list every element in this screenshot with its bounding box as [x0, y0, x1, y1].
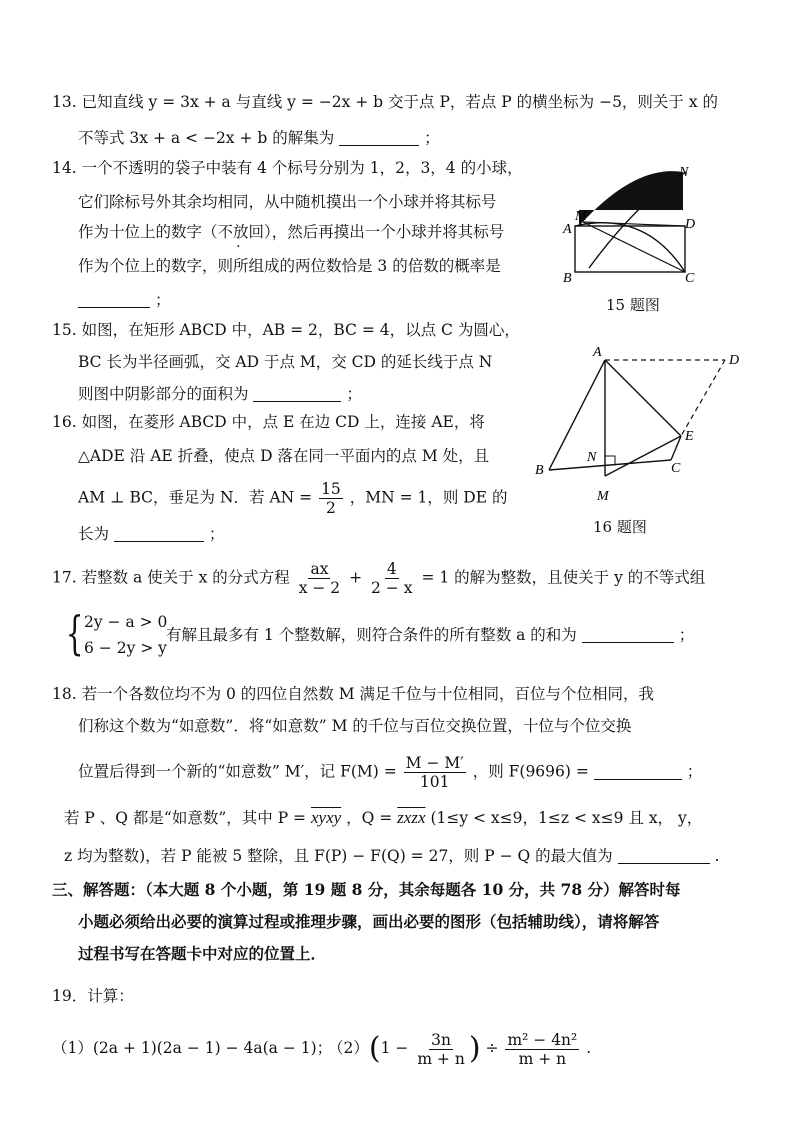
segment-ae — [605, 360, 681, 436]
q14-emphasis: 不放回 — [217, 223, 265, 241]
fraction-denominator: 2 − x — [371, 579, 413, 597]
section-3-line1: 三、解答题：（本大题 8 个小题，第 19 题 8 分，其余每题各 10 分，共 78 分）解答时每 — [52, 880, 681, 899]
q18-line4 — [64, 808, 702, 828]
q19-part2-end: . — [586, 1039, 592, 1057]
q15-text: 则图中阴影部分的面积为 — [78, 385, 249, 403]
label-m: M — [575, 209, 587, 224]
answer-blank — [78, 291, 150, 308]
fraction-numerator: m² − 4n² — [507, 1030, 578, 1049]
label-m: M — [597, 489, 609, 504]
q18-tail: . — [714, 847, 720, 865]
fraction-denominator: m + n — [518, 1049, 567, 1068]
q17-line1 — [52, 560, 705, 597]
overlined-number-q: zxzx — [397, 808, 426, 827]
q18-text-b: ，则 F(9696) = — [472, 762, 589, 781]
q18-line5 — [64, 846, 719, 866]
q19-part1: （1）(2a + 1)(2a − 1) − 4a(a − 1)； — [52, 1039, 333, 1057]
paren-close: ) — [468, 1031, 481, 1066]
fraction-2 — [369, 560, 414, 597]
q13-line2 — [78, 128, 440, 148]
divide-sign: ÷ — [485, 1039, 499, 1057]
fraction-1 — [297, 560, 342, 597]
label-c: C — [685, 271, 695, 286]
section-3-line3: 过程书写在答题卡中对应的位置上． — [78, 944, 327, 963]
q16-line2: △ADE 沿 AE 折叠，使点 D 落在同一平面内的点 M 处，且 — [78, 447, 490, 465]
q14-line2: 它们除标号外其余均相同，从中随机摸出一个小球并将其标号 — [78, 193, 497, 211]
label-d: D — [685, 217, 696, 232]
segment-mc — [583, 222, 685, 272]
q13-line1: 13. 已知直线 y = 3x + a 与直线 y = −2x + b 交于点 P，若点 P 的横坐标为 −5，则关于 x 的 — [52, 93, 719, 111]
fraction-numerator: 15 — [321, 480, 341, 498]
q18-line1: 18. 若一个各数位均不为 0 的四位自然数 M 满足千位与十位相同，百位与个位相同，我 — [52, 685, 655, 703]
answer-blank — [582, 626, 674, 643]
q16-line4 — [78, 524, 224, 544]
answer-blank — [594, 763, 682, 780]
q16-line3 — [78, 480, 507, 517]
system-line-1: 2y − a > 0 — [84, 613, 168, 631]
segment-ab — [549, 360, 605, 470]
fraction-numerator: 3n — [431, 1030, 451, 1049]
segment-bc — [549, 460, 671, 470]
answer-blank — [253, 385, 341, 402]
q19-title: 19．计算： — [52, 987, 134, 1005]
q15-line1: 15. 如图，在矩形 ABCD 中，AB = 2，BC = 4，以点 C 为圆心， — [52, 321, 520, 339]
label-d: D — [729, 353, 740, 368]
q17-line2 — [166, 625, 694, 645]
fraction — [404, 754, 466, 791]
q17-text: 有解且最多有 1 个整数解，则符合条件的所有整数 a 的和为 — [166, 626, 577, 644]
q14-line1: 14. 一个不透明的袋子中装有 4 个标号分别为 1，2，3，4 的小球， — [52, 159, 523, 177]
q18-text-c: (1≤y < x≤9，1≤z < x≤9 且 x， y， — [430, 809, 703, 827]
q17-tail: ； — [678, 626, 695, 644]
fraction-denominator: m + n — [417, 1049, 465, 1068]
label-e: E — [685, 429, 694, 444]
label-a: A — [593, 345, 602, 360]
q18-line3 — [78, 754, 702, 791]
q18-tail: ； — [686, 762, 703, 781]
paren-open: ( — [368, 1031, 381, 1066]
fraction-numerator: ax — [310, 560, 329, 578]
label-b: B — [563, 271, 572, 286]
fraction — [319, 480, 343, 517]
figure-16 — [525, 344, 755, 514]
right-angle-mark — [605, 456, 615, 465]
q14-tail: ； — [154, 291, 171, 309]
label-n: N — [679, 165, 689, 180]
label-a: A — [563, 222, 572, 237]
q14-line4: 作为个位上的数字，则所组成的两位数恰是 3 的倍数的概率是 — [78, 257, 501, 275]
q18-text: z 均为整数)，若 P 能被 5 整除，且 F(P) − F(Q) = 27，则 P − Q 的最大值为 — [64, 847, 613, 865]
q16-text-a: AM ⊥ BC，垂足为 N．若 AN = — [78, 488, 313, 507]
q16-line1: 16. 如图，在菱形 ABCD 中，点 E 在边 CD 上，连接 AE，将 — [52, 413, 485, 431]
label-c: C — [671, 461, 681, 476]
q17-text-a: 17. 若整数 a 使关于 x 的分式方程 — [52, 568, 290, 587]
q18-text-b: ，Q = — [346, 809, 393, 827]
label-b: B — [535, 463, 544, 478]
answer-blank — [114, 525, 204, 542]
segment-ce — [671, 436, 681, 460]
q14-text-a: 作为十位上的数字（ — [78, 223, 218, 241]
q17-text-b: = 1 的解为整数，且使关于 y 的不等式组 — [421, 568, 706, 587]
segment-de — [681, 360, 725, 436]
q16-tail: ； — [208, 525, 225, 543]
overlined-number-p: xyxy — [310, 808, 342, 827]
fraction-numerator: M − M′ — [405, 754, 464, 772]
fraction-denominator: x − 2 — [298, 579, 341, 597]
plus-sign: + — [349, 568, 363, 587]
q16-text: 长为 — [78, 525, 110, 543]
system-brace: { — [65, 606, 84, 660]
system-line-2: 6 − 2y > y — [84, 639, 167, 657]
q19-part2-label: （2） — [328, 1039, 369, 1057]
fraction-denominator: 2 — [325, 499, 336, 517]
q18-text-a: 位置后得到一个新的“如意数” M′，记 F(M) = — [78, 762, 397, 781]
answer-blank — [618, 847, 710, 864]
figure-16-caption: 16 题图 — [593, 518, 647, 536]
q15-line2: BC 长为半径画弧，交 AD 于点 M，交 CD 的延长线于点 N — [78, 353, 493, 371]
q15-tail: ； — [346, 385, 362, 403]
q14-line3 — [78, 222, 504, 242]
q18-text-a: 若 P 、Q 都是“如意数”，其中 P = — [64, 809, 307, 827]
fraction-1 — [415, 1031, 467, 1068]
figure-15-caption: 15 题图 — [606, 296, 660, 314]
q15-line3 — [78, 384, 362, 404]
fraction-denominator: 101 — [419, 773, 450, 791]
q19-part2-one: 1 − — [380, 1039, 409, 1057]
q19-part2 — [328, 1028, 591, 1068]
segment-me — [605, 436, 681, 476]
fraction-numerator: 4 — [386, 560, 397, 578]
answer-blank — [339, 129, 419, 146]
q14-text-c: ），然后再摸出一个小球并将其标号 — [264, 223, 505, 241]
label-n: N — [587, 450, 597, 465]
q13-text: 不等式 3x + a < −2x + b 的解集为 — [78, 129, 335, 147]
q18-line2: 们称这个数为“如意数”．将“如意数” M 的千位与百位交换位置，十位与个位交换 — [78, 717, 632, 735]
q13-tail: ； — [424, 129, 440, 147]
section-3-line2: 小题必须给出必要的演算过程或推理步骤，画出必要的图形（包括辅助线），请将解答 — [78, 912, 660, 931]
q14-line5 — [78, 290, 170, 310]
fraction-2 — [505, 1031, 579, 1068]
q16-text-b: ，MN = 1，则 DE 的 — [349, 488, 508, 507]
